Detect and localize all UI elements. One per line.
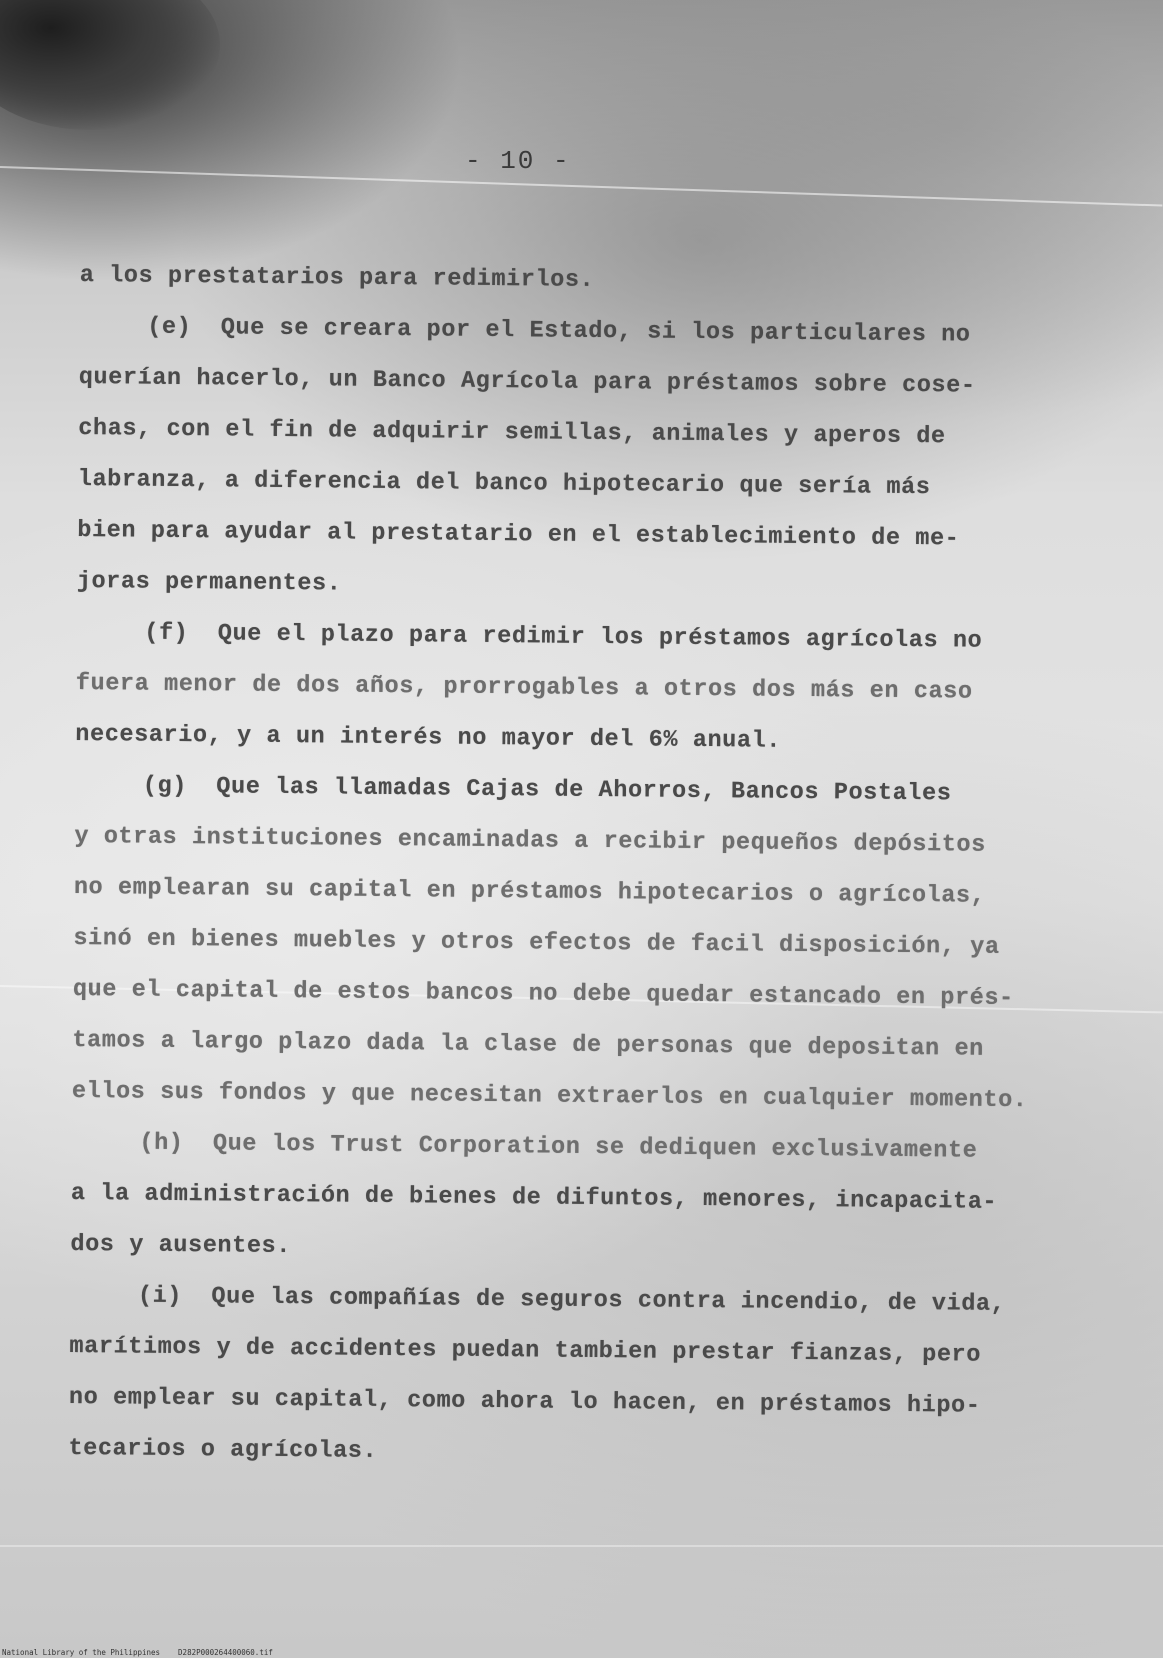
text-line: a los prestatarios para redimirlos. xyxy=(79,261,595,294)
library-credit: National Library of the Philippines xyxy=(2,1648,161,1657)
paragraph-g-line: (g) Que las llamadas Cajas de Ahorros, Bancos Postales xyxy=(142,772,952,808)
paragraph-i-line: (i) Que las compañías de seguros contra incendio, de vida, xyxy=(137,1282,1006,1318)
fold-crease xyxy=(0,166,1162,207)
paragraph-f-line: (f) Que el plazo para redimir los préstamos agrícolas no xyxy=(144,619,983,655)
text-line: bien para ayudar al prestatario en el establecimiento de me- xyxy=(77,516,960,553)
text-line: fuera menor de dos años, prorrogables a otros dos más en caso xyxy=(75,669,973,706)
text-line: necesario, y a un interés no mayor del 6% anual. xyxy=(75,720,782,755)
text-line: labranza, a diferencia del banco hipotecario que sería más xyxy=(77,465,931,502)
file-name: D282P000264400060.tif xyxy=(178,1648,273,1657)
scan-footer xyxy=(2,1648,291,1657)
page-number: - 10 - xyxy=(465,146,571,176)
text-line: dos y ausentes. xyxy=(70,1230,292,1261)
text-line: marítimos y de accidentes puedan tambien prestar fianzas, pero xyxy=(69,1332,982,1369)
paragraph-e-line: (e) Que se creara por el Estado, si los particulares no xyxy=(147,313,971,349)
text-line: a la administración de bienes de difuntos, menores, incapacita- xyxy=(70,1179,998,1216)
typed-body-text xyxy=(68,250,1120,1484)
ink-blot xyxy=(0,0,220,130)
text-line: querían hacerlo, un Banco Agrícola para préstamos sobre cose- xyxy=(78,363,976,400)
text-line: joras permanentes. xyxy=(76,567,342,598)
text-line: tamos a largo plazo dada la clase de personas que depositan en xyxy=(72,1026,985,1063)
paragraph-h-line: (h) Que los Trust Corporation se dediquen exclusivamente xyxy=(139,1129,978,1165)
text-line: y otras instituciones encaminadas a recibir pequeños depósitos xyxy=(74,822,987,859)
text-line: que el capital de estos bancos no debe quedar estancado en prés- xyxy=(72,975,1014,1012)
text-line: ellos sus fondos y que necesitan extraerlos en cualquier momento. xyxy=(71,1077,1028,1115)
text-line: tecarios o agrícolas. xyxy=(68,1434,378,1465)
text-line: no emplear su capital, como ahora lo hacen, en préstamos hipo- xyxy=(68,1383,981,1420)
text-line: no emplearan su capital en préstamos hipotecarios o agrícolas, xyxy=(73,873,986,910)
fold-crease xyxy=(0,1545,1163,1547)
text-line: chas, con el fin de adquirir semillas, animales y aperos de xyxy=(78,414,946,451)
text-line: sinó en bienes muebles y otros efectos de facil disposición, ya xyxy=(73,924,1000,961)
